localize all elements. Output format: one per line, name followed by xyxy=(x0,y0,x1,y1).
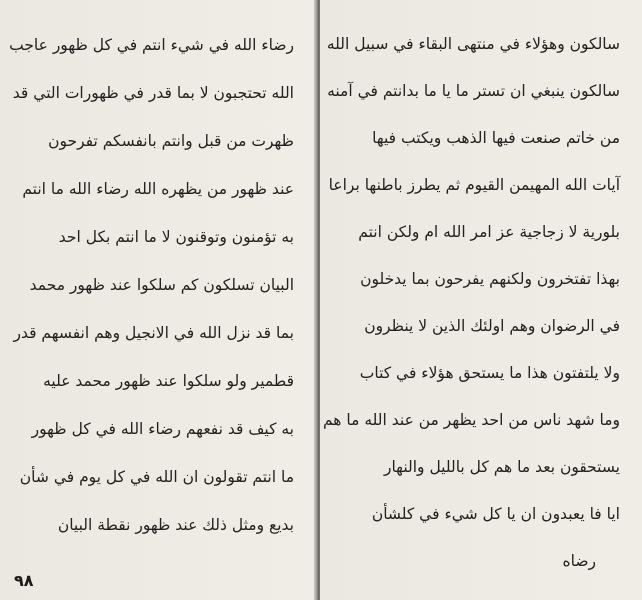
left-line: بديع ومثل ذلك عند ظهور نقطة البيان xyxy=(57,516,294,534)
left-line: البيان تسلكون كم سلكوا عند ظهور محمد xyxy=(29,276,294,294)
left-line: قطمير ولو سلكوا عند ظهور محمد عليه xyxy=(43,372,294,390)
page-number: ٩٨ xyxy=(14,571,34,590)
right-line: وما شهد ناس من احد يظهر من عند الله ما هم xyxy=(322,411,620,429)
left-line: عند ظهور من يظهره الله رضاء الله ما انتم xyxy=(22,180,294,198)
right-line: بهذا تفتخرون ولكنهم يفرحون بما يدخلون xyxy=(360,270,620,288)
right-line: يستحقون بعد ما هم كل بالليل والنهار xyxy=(383,458,620,476)
right-line: ولا يلتفتون هذا ما يستحق هؤلاء في كتاب xyxy=(359,364,620,382)
right-line: من خاتم صنعت فيها الذهب ويكتب فيها xyxy=(372,129,620,147)
right-line: ايا فا يعبدون ان يا كل شيء في كلشأن xyxy=(371,505,620,523)
right-final-word: رضاه xyxy=(562,552,596,570)
right-line: بلورية لا زجاجية عز امر الله ام ولكن انتم xyxy=(358,223,620,241)
left-line: به كيف قد نفعهم رضاء الله في كل ظهور xyxy=(31,420,294,438)
left-line: رضاء الله في شيء انتم في كل ظهور عاجب xyxy=(9,36,294,54)
right-line: آيات الله المهيمن القيوم ثم يطرز باطنها براعا xyxy=(328,176,620,194)
right-line: سالكون وهؤلاء في منتهى البقاء في سبيل الله xyxy=(326,35,620,53)
left-line: ما انتم تقولون ان الله في كل يوم في شأن xyxy=(19,468,294,486)
right-line: في الرضوان وهم اولئك الذين لا ينظرون xyxy=(364,317,620,335)
left-line: بما قد نزل الله في الانجيل وهم انفسهم قدر xyxy=(13,324,294,342)
left-line: ظهرت من قبل وانتم بانفسكم تفرحون xyxy=(48,132,294,150)
right-line: سالكون ينبغي ان تستر ما يا ما بدانتم في آمنه xyxy=(327,82,620,100)
left-line: به تؤمنون وتوقنون لا ما انتم بكل احد xyxy=(58,228,294,246)
left-line: الله تحتجبون لا بما قدر في ظهورات التي قد xyxy=(12,84,294,102)
right-page xyxy=(320,0,642,600)
left-page xyxy=(0,0,316,600)
